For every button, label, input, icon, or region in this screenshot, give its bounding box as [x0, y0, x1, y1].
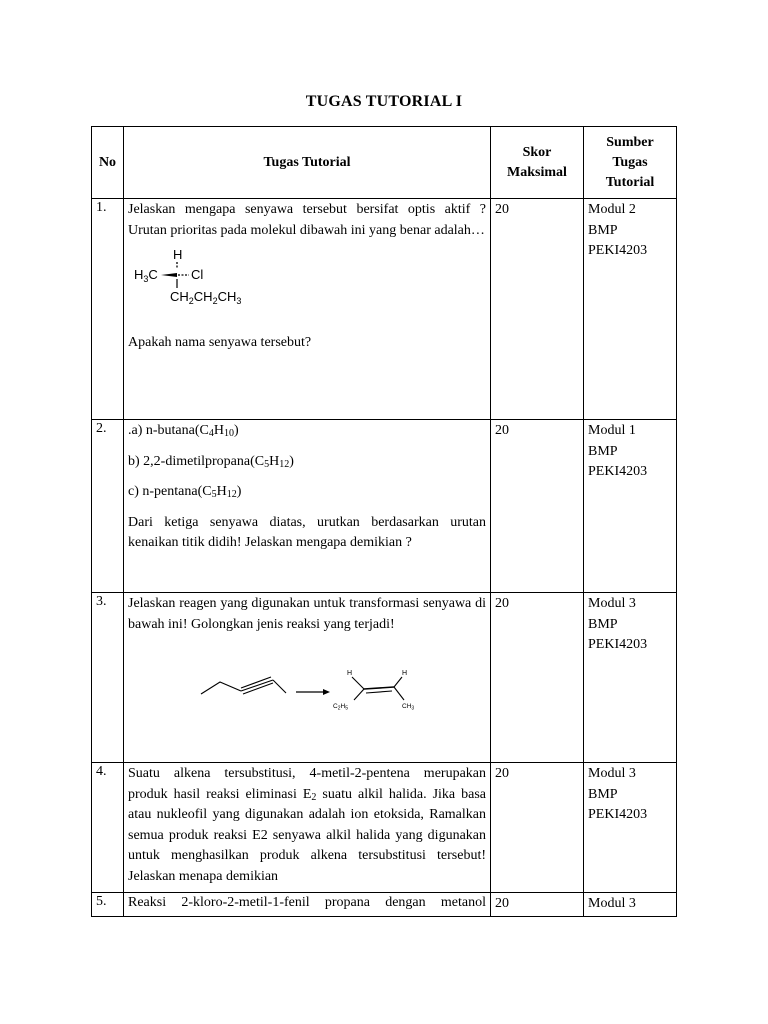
reaction-scheme [128, 665, 428, 725]
mol-group-left: $H_3C$ [134, 267, 158, 284]
document-title: TUGAS TUTORIAL I [305, 93, 463, 110]
score-cell: 20 [491, 199, 584, 420]
task-cell [124, 593, 491, 763]
compound-item: b) $2,2-dimetilpropana(C_5H_{12})$ [128, 453, 294, 470]
mol-atom-right: Cl [191, 267, 204, 282]
compound-item: c) $n-pentana(C_5H_{12})$ [128, 484, 242, 500]
score-cell: 20 [491, 593, 584, 763]
header-score-line: Maksimal [507, 164, 567, 180]
source-line: Modul 3 [588, 596, 636, 611]
alkene-group-left: $C_2H_5$ [333, 703, 348, 712]
source-line: Modul 1 [588, 423, 636, 438]
row-number: 1. [92, 199, 124, 420]
task-text: Jelaskan reagen yang digunakan untuk transformasi senyawa di bawah ini! Golongkan jenis reaksi yang terjadi! [128, 596, 486, 632]
chiral-molecule-structure [131, 245, 281, 313]
source-line: Modul 2 [588, 202, 636, 217]
source-line: BMP [588, 616, 618, 632]
source-cell [584, 893, 677, 917]
source-cell [584, 763, 677, 893]
header-source-line: Tutorial [605, 174, 655, 190]
task-text: Jelaskan mengapa senyawa tersebut bersifat optis aktif ? Urutan prioritas pada molekul dibawah ini yang benar adalah… [128, 202, 486, 238]
tutorial-table [91, 126, 677, 917]
alkene-group-right: $CH_3$ [402, 703, 415, 712]
source-line: PEKI4203 [588, 807, 648, 822]
row-number: 5. [92, 893, 124, 917]
alkene-h-left: H [347, 670, 353, 677]
source-line: Modul 3 [588, 766, 636, 781]
source-line: PEKI4203 [588, 243, 648, 258]
task-cell [124, 199, 491, 420]
source-line: Modul 3 [588, 896, 636, 911]
table-row [92, 763, 677, 893]
source-line: BMP [588, 222, 618, 238]
header-score-line: Skor [522, 144, 552, 160]
mol-group-bottom: $CH_2CH_2CH_3$ [170, 289, 242, 306]
task-cell [124, 420, 491, 593]
table-row [92, 893, 677, 917]
table-header-row [92, 127, 677, 199]
compound-item: .a) $n-butana(C_4H_{10})$ [128, 423, 239, 439]
task-question: Apakah nama senyawa tersebut? [128, 335, 312, 350]
score-cell: 20 [491, 893, 584, 917]
task-cell [124, 893, 491, 917]
header-task: Tugas Tutorial [124, 127, 491, 199]
source-cell [584, 199, 677, 420]
source-line: BMP [588, 786, 618, 802]
source-line: BMP [588, 443, 618, 459]
task-cell [124, 763, 491, 893]
header-source-line: Sumber [606, 134, 654, 150]
table-row [92, 420, 677, 593]
score-cell: 20 [491, 420, 584, 593]
row-number: 2. [92, 420, 124, 593]
header-source-line: Tugas [612, 154, 648, 170]
mol-atom-h: H [173, 247, 183, 262]
table-row [92, 199, 677, 420]
alkyne-skeleton [201, 682, 241, 694]
source-line: PEKI4203 [588, 464, 648, 479]
score-cell: 20 [491, 763, 584, 893]
source-cell [584, 420, 677, 593]
task-text: Suatu alkena tersubstitusi, 4-metil-2-pentena merupakan produk hasil reaksi eliminasi $E_2$ suatu alkil halida. Jika basa atau nukleofil yang digunakan adalah ion etoksida, Ramalkan semua produk reaksi E2 senyawa alkil halida yang digunakan untuk menghasilkan produk alkena tersubstitusi tersebut! Jelaskan menapa demikian [128, 766, 486, 884]
task-question: Dari ketiga senyawa diatas, urutkan berdasarkan urutan kenaikan titik didih! Jelaskan mengapa demikian ? [128, 514, 486, 550]
table-row [92, 593, 677, 763]
header-no: No [92, 127, 124, 199]
alkene-h-right: H [402, 670, 408, 677]
source-line: PEKI4203 [588, 637, 648, 652]
task-text: Reaksi 2-kloro-2-metil-1-fenil propana dengan metanol [128, 895, 486, 910]
header-source [584, 127, 677, 199]
row-number: 3. [92, 593, 124, 763]
header-score [491, 127, 584, 199]
source-cell [584, 593, 677, 763]
row-number: 4. [92, 763, 124, 893]
